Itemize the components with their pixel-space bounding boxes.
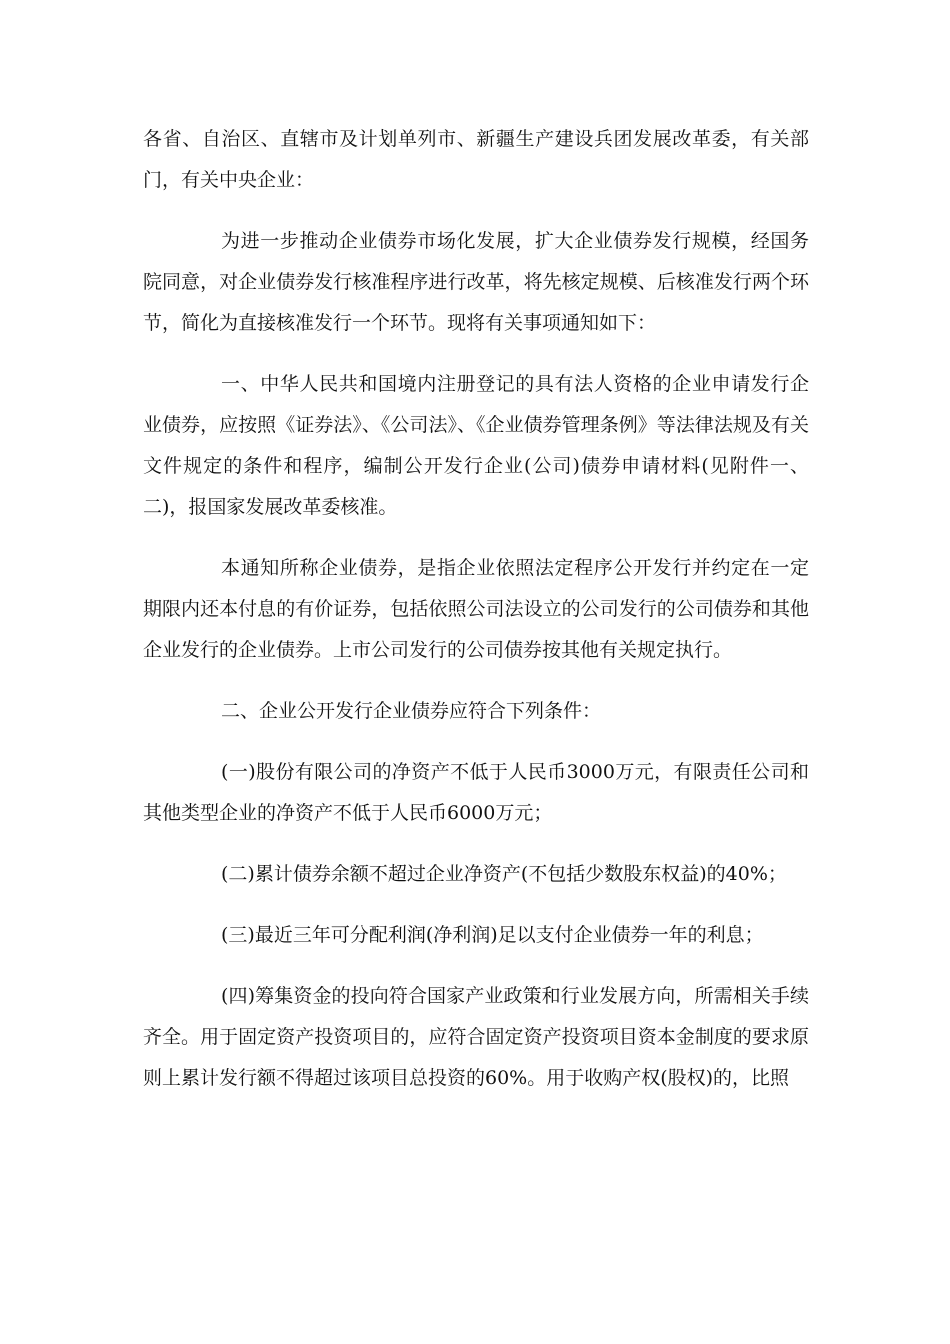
paragraph-item-2: 二、企业公开发行企业债券应符合下列条件：	[221, 700, 602, 722]
paragraph-condition-1: (一)股份有限公司的净资产不低于人民币3000万元，有限责任公司和其他类型企业的净资产不低于人民币6000万元；	[143, 761, 809, 824]
paragraph-definition: 本通知所称企业债券，是指企业依照法定程序公开发行并约定在一定期限内还本付息的有价证券，包括依照公司法设立的公司发行的公司债券和其他企业发行的企业债券。上市公司发行的公司债券按其他有关规定执行。	[143, 557, 809, 661]
document-body	[143, 119, 809, 1119]
salutation: 各省、自治区、直辖市及计划单列市、新疆生产建设兵团发展改革委，有关部门，有关中央企业：	[143, 128, 809, 191]
paragraph-intro: 为进一步推动企业债券市场化发展，扩大企业债券发行规模，经国务院同意，对企业债券发行核准程序进行改革，将先核定规模、后核准发行两个环节，简化为直接核准发行一个环节。现将有关事项通知如下：	[143, 230, 809, 334]
paragraph-condition-4: (四)筹集资金的投向符合国家产业政策和行业发展方向，所需相关手续齐全。用于固定资产投资项目的，应符合固定资产投资项目资本金制度的要求原则上累计发行额不得超过该项目总投资的60%。用于收购产权(股权)的，比照	[143, 985, 809, 1089]
paragraph-condition-3: (三)最近三年可分配利润(净利润)足以支付企业债券一年的利息；	[221, 924, 764, 946]
paragraph-item-1: 一、中华人民共和国境内注册登记的具有法人资格的企业申请发行企业债券，应按照《证券法》、《公司法》、《企业债券管理条例》等法律法规及有关文件规定的条件和程序，编制公开发行企业(公司)债券申请材料(见附件一、二)，报国家发展改革委核准。	[143, 373, 809, 518]
paragraph-condition-2: (二)累计债券余额不超过企业净资产(不包括少数股东权益)的40%；	[221, 863, 787, 885]
